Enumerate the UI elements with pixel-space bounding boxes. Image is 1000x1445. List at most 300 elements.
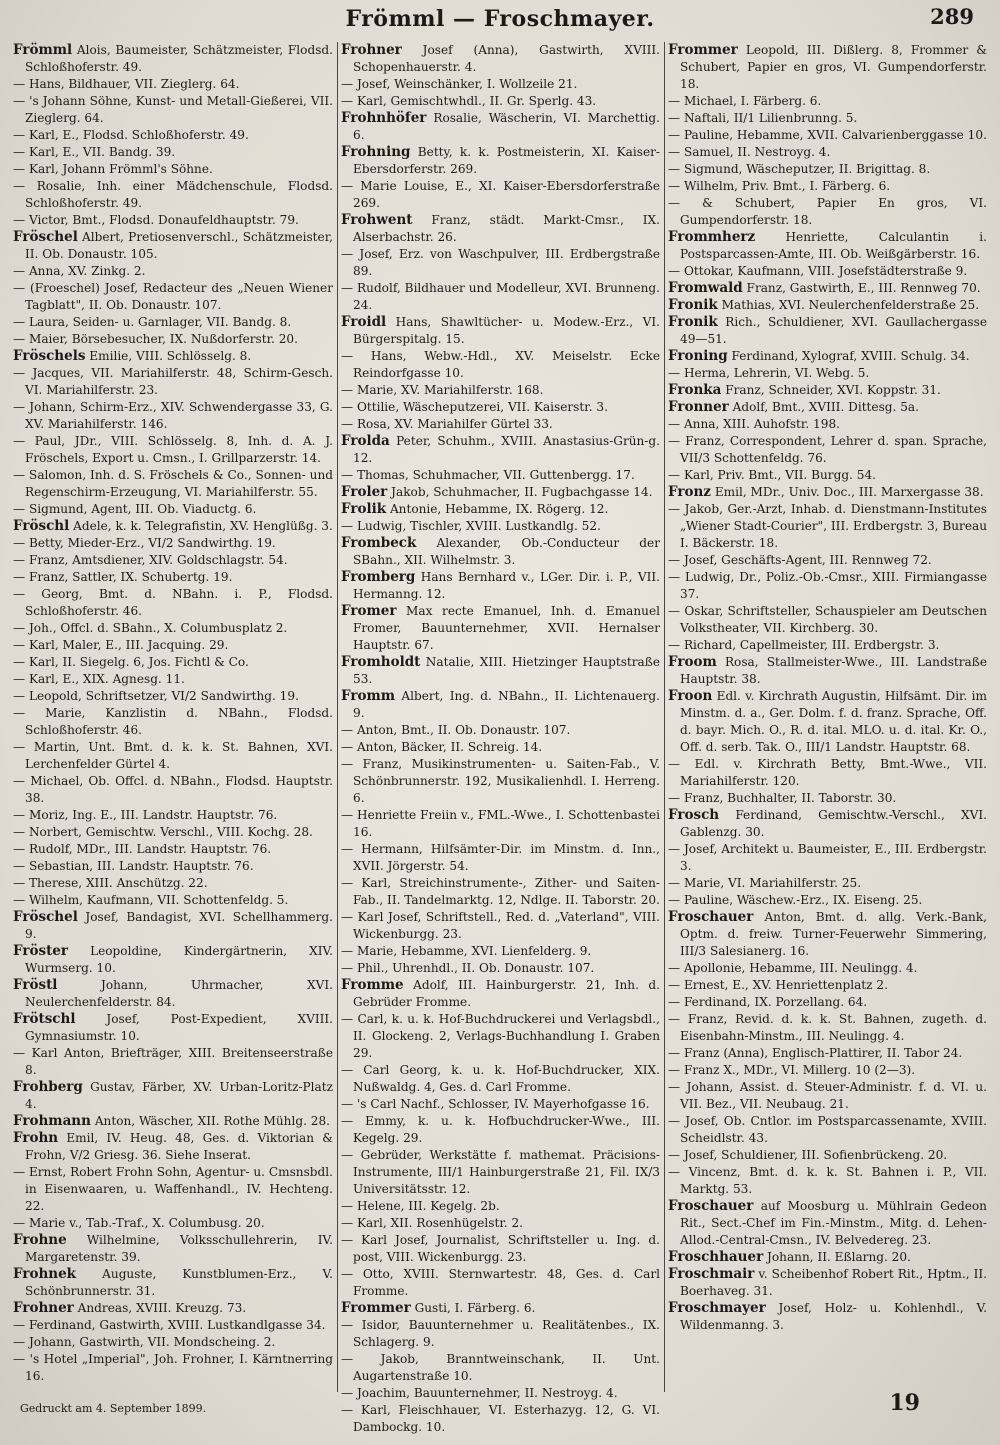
entry-text: — Karl, Gemischtwhdl., II. Gr. Sperlg. 43.: [341, 94, 597, 108]
entry-text: — Paul, JDr., VIII. Schlösselg. 8, Inh. d. A. J. Fröschels, Export u. Cmsn., I. Grillparzerstr. 14.: [13, 434, 333, 465]
entry-text: — Hans, Webw.-Hdl., XV. Meiselstr. Ecke Reindorfgasse 10.: [341, 349, 660, 380]
entry-text: — Michael, Ob. Offcl. d. NBahn., Flodsd. Hauptstr. 38.: [13, 774, 333, 805]
directory-entry: [13, 875, 333, 892]
entry-text: — Franz, Buchhalter, II. Taborstr. 30.: [668, 791, 897, 805]
directory-entry: [668, 144, 987, 161]
entry-text: — Samuel, II. Nestroyg. 4.: [668, 145, 831, 159]
directory-entry: [341, 110, 660, 144]
entry-text: — Ludwig, Tischler, XVIII. Lustkandlg. 52.: [341, 519, 601, 533]
entry-surname: Frommherz: [668, 229, 756, 245]
entry-text: — Otto, XVIII. Sternwartestr. 48, Ges. d. Carl Fromme.: [341, 1267, 660, 1298]
entry-surname: Fromer: [341, 603, 397, 619]
entry-text: Rich., Schuldiener, XVI. Gaullachergasse 49—51.: [680, 315, 987, 346]
entry-text: — Ludwig, Dr., Poliz.-Ob.-Cmsr., XIII. Firmiangasse 37.: [668, 570, 987, 601]
directory-entry: [13, 569, 333, 586]
directory-entry: [668, 1266, 987, 1300]
entry-text: — Franz X., MDr., VI. Millerg. 10 (2—3).: [668, 1063, 916, 1077]
entry-text: Rosa, Stallmeister-Wwe., III. Landstraße Hauptstr. 38.: [680, 655, 987, 686]
entry-surname: Fromholdt: [341, 654, 421, 670]
entry-text: — Herma, Lehrerin, VI. Webg. 5.: [668, 366, 870, 380]
entry-text: Albert, Pretiosenverschl., Schätzmeister, II. Ob. Donaustr. 105.: [25, 230, 333, 261]
entry-surname: Frombeck: [341, 535, 417, 551]
entry-text: — Ferdinand, IX. Porzellang. 64.: [668, 995, 868, 1009]
entry-text: Adele, k. k. Telegrafistin, XV. Henglüßg. 3.: [73, 519, 333, 533]
entry-text: — Anton, Bäcker, II. Schreig. 14.: [341, 740, 543, 754]
directory-entry: [668, 348, 987, 365]
entry-text: Max recte Emanuel, Inh. d. Emanuel Fromer, Bauunternehmer, XVII. Hernalser Hauptstr. 67.: [353, 604, 660, 652]
directory-entry: [13, 42, 333, 76]
column-left: [10, 42, 337, 1392]
directory-entry: [13, 1113, 333, 1130]
entry-surname: Fröschl: [13, 518, 70, 534]
directory-entry: [13, 1232, 333, 1266]
directory-entry: [341, 654, 660, 688]
entry-text: — Apollonie, Hebamme, III. Neulingg. 4.: [668, 961, 918, 975]
entry-text: — Johann, Gastwirth, VII. Mondscheing. 2.: [13, 1335, 276, 1349]
directory-entry: [341, 399, 660, 416]
directory-entry: [668, 1147, 987, 1164]
directory-entry: [668, 501, 987, 552]
entry-text: Emilie, VIII. Schlösselg. 8.: [89, 349, 252, 363]
entry-text: — Johann, Schirm-Erz., XIV. Schwendergasse 33, G. XV. Mariahilferstr. 146.: [13, 400, 333, 431]
directory-entry: [341, 688, 660, 722]
entry-text: — Karl, E., Flodsd. Schloßhoferstr. 49.: [13, 128, 249, 142]
entry-text: — Joachim, Bauunternehmer, II. Nestroyg. 4.: [341, 1386, 618, 1400]
entry-text: — Ottilie, Wäscheputzerei, VII. Kaiserstr. 3.: [341, 400, 608, 414]
entry-text: — Jacques, VII. Mariahilferstr. 48, Schirm-Gesch. VI. Mariahilferstr. 23.: [13, 366, 333, 397]
directory-entry: [668, 42, 987, 93]
entry-text: — Laura, Seiden- u. Garnlager, VII. Bandg. 8.: [13, 315, 292, 329]
entry-text: Josef (Anna), Gastwirth, XVIII. Schopenhauerstr. 4.: [353, 43, 660, 74]
entry-text: — Emmy, k. u. k. Hofbuchdrucker-Wwe., III. Kegelg. 29.: [341, 1114, 660, 1145]
entry-text: — Henriette Freiin v., FML.-Wwe., I. Schottenbastei 16.: [341, 808, 660, 839]
entry-text: Andreas, XVIII. Kreuzg. 73.: [77, 1301, 247, 1315]
entry-text: — Joh., Offcl. d. SBahn., X. Columbusplatz 2.: [13, 621, 288, 635]
directory-entry: [668, 416, 987, 433]
directory-entry: [668, 1164, 987, 1198]
directory-entry: [341, 484, 660, 501]
directory-entry: [341, 382, 660, 399]
entry-text: Betty, k. k. Postmeisterin, XI. Kaiser-Ebersdorferstr. 269.: [353, 145, 660, 176]
entry-text: Rosalie, Wäscherin, VI. Marchettig. 6.: [353, 111, 660, 142]
directory-entry: [13, 76, 333, 93]
entry-surname: Frohnhöfer: [341, 110, 427, 126]
entry-text: Ferdinand, Xylograf, XVIII. Schulg. 34.: [731, 349, 970, 363]
entry-text: — Karl Josef, Schriftstell., Red. d. „Vaterland", VIII. Wickenburgg. 23.: [341, 910, 660, 941]
entry-text: — Jakob, Branntweinschank, II. Unt. Augartenstraße 10.: [341, 1352, 660, 1383]
directory-entry: [13, 212, 333, 229]
directory-entry: [13, 1011, 333, 1045]
directory-entry: [668, 365, 987, 382]
directory-entry: [341, 501, 660, 518]
entry-text: — Karl Anton, Briefträger, XIII. Breitenseerstraße 8.: [13, 1046, 333, 1077]
entry-surname: Fronner: [668, 399, 729, 415]
entry-text: — Sebastian, III. Landstr. Hauptstr. 76.: [13, 859, 254, 873]
directory-entry: [13, 824, 333, 841]
directory-entry: [668, 1045, 987, 1062]
directory-entry: [668, 93, 987, 110]
directory-entry: [13, 977, 333, 1011]
directory-entry: [341, 416, 660, 433]
entry-text: — Karl, Johann Frömml's Söhne.: [13, 162, 213, 176]
entry-surname: Fronik: [668, 297, 718, 313]
directory-entry: [13, 535, 333, 552]
entry-text: Josef, Post-Expedient, XVIII. Gymnasiumstr. 10.: [25, 1012, 333, 1043]
directory-entry: [341, 433, 660, 467]
entry-text: Josef, Bandagist, XVI. Schellhammerg. 9.: [25, 910, 333, 941]
entry-text: — Naftali, II/1 Lilienbrunng. 5.: [668, 111, 858, 125]
directory-entry: [13, 858, 333, 875]
directory-entry: [13, 807, 333, 824]
entry-text: — Wilhelm, Priv. Bmt., I. Färberg. 6.: [668, 179, 891, 193]
entry-text: Peter, Schuhm., XVIII. Anastasius-Grün-g. 12.: [353, 434, 660, 465]
directory-entry: [668, 841, 987, 875]
directory-entry: [341, 178, 660, 212]
directory-entry: [13, 518, 333, 535]
entry-surname: Froschauer: [668, 1198, 754, 1214]
entry-surname: Froschmair: [668, 1266, 755, 1282]
entry-text: Adolf, Bmt., XVIII. Dittesg. 5a.: [732, 400, 919, 414]
entry-text: — Gebrüder, Werkstätte f. mathemat. Präcisions-Instrumente, III/1 Hainburgerstraße 21, Fil. IX/3 Universitätsstr. 12.: [341, 1148, 660, 1196]
directory-entry: [341, 1317, 660, 1351]
entry-text: — Karl, Streichinstrumente-, Zither- und Saiten-Fab., II. Tandelmarktg. 12, Ndlge. II. Taborstr. 20.: [341, 876, 660, 907]
entry-text: — Edl. v. Kirchrath Betty, Bmt.-Wwe., VII. Mariahilferstr. 120.: [668, 757, 987, 788]
directory-entry: [341, 943, 660, 960]
directory-entry: [668, 280, 987, 297]
entry-text: — Karl Josef, Journalist, Schriftsteller u. Ing. d. post, VIII. Wickenburgg. 23.: [341, 1233, 660, 1264]
entry-text: — Franz, Sattler, IX. Schubertg. 19.: [13, 570, 233, 584]
directory-entry: [13, 773, 333, 807]
directory-entry: [341, 467, 660, 484]
directory-entry: [341, 280, 660, 314]
entry-text: — Hans, Bildhauer, VII. Zieglerg. 64.: [13, 77, 240, 91]
directory-entry: [13, 348, 333, 365]
directory-entry: [341, 739, 660, 756]
directory-entry: [13, 552, 333, 569]
directory-entry: [668, 1079, 987, 1113]
entry-text: — Betty, Mieder-Erz., VI/2 Sandwirthg. 19.: [13, 536, 276, 550]
entry-surname: Froon: [668, 688, 713, 704]
entry-text: — Marie Louise, E., XI. Kaiser-Ebersdorferstraße 269.: [341, 179, 660, 210]
directory-entry: [13, 909, 333, 943]
directory-entry: [341, 76, 660, 93]
entry-text: — 's Johann Söhne, Kunst- und Metall-Gießerei, VII. Zieglerg. 64.: [13, 94, 333, 125]
entry-text: — Karl, XII. Rosenhügelstr. 2.: [341, 1216, 524, 1230]
directory-entry: [668, 161, 987, 178]
entry-surname: Frohning: [341, 144, 411, 160]
directory-entry: [668, 399, 987, 416]
entry-surname: Froschmayer: [668, 1300, 766, 1316]
entry-text: — Georg, Bmt. d. NBahn. i. P., Flodsd. Schloßhoferstr. 46.: [13, 587, 333, 618]
directory-entry: [341, 1266, 660, 1300]
entry-surname: Fronik: [668, 314, 718, 330]
entry-surname: Frommer: [668, 42, 738, 58]
entry-surname: Frohner: [13, 1300, 74, 1316]
directory-entry: [341, 1351, 660, 1385]
sheet-number: 19: [889, 1390, 920, 1416]
directory-entry: [668, 756, 987, 790]
directory-entry: [13, 1334, 333, 1351]
directory-entry: [668, 314, 987, 348]
directory-entry: [341, 875, 660, 909]
entry-text: — Karl, E., VII. Bandg. 39.: [13, 145, 176, 159]
entry-text: — Isidor, Bauunternehmer u. Realitätenbes., IX. Schlagerg. 9.: [341, 1318, 660, 1349]
entry-text: — Karl, Maler, E., III. Jacquing. 29.: [13, 638, 229, 652]
column-right: [664, 42, 991, 1392]
entry-text: Wilhelmine, Volksschullehrerin, IV. Margaretenstr. 39.: [25, 1233, 333, 1264]
directory-entry: [668, 892, 987, 909]
entry-text: — Maier, Börsebesucher, IX. Nußdorferstr. 20.: [13, 332, 298, 346]
directory-entry: [341, 1385, 660, 1402]
directory-entry: [13, 1079, 333, 1113]
directory-entry: [341, 144, 660, 178]
entry-text: Anton, Bmt. d. allg. Verk.-Bank, Optm. d. freiw. Turner-Feuerwehr Simmering, III/3 Salesianerg. 16.: [680, 910, 987, 958]
page-header: [0, 4, 1000, 38]
directory-entry: [668, 484, 987, 501]
entry-surname: Froning: [668, 348, 728, 364]
directory-entry: [13, 331, 333, 348]
entry-surname: Froidl: [341, 314, 387, 330]
entry-text: Auguste, Kunstblumen-Erz., V. Schönbrunnerstr. 31.: [25, 1267, 333, 1298]
directory-entry: [341, 1215, 660, 1232]
entry-text: — Marie, Hebamme, XVI. Lienfelderg. 9.: [341, 944, 592, 958]
directory-entry: [668, 195, 987, 229]
entry-text: Edl. v. Kirchrath Augustin, Hilfsämt. Dir. im Minstm. d. a., Ger. Dolm. f. d. franz. Sprache, Off. d. bayr. Mich. O., R. d. ital. MLO. u. d. ital. Kr. O., Off. d. serb. Tak. O., III/1 Landstr. Hauptstr. 68.: [680, 689, 987, 754]
directory-entry: [668, 977, 987, 994]
entry-text: Gustav, Färber, XV. Urban-Loritz-Platz 4.: [25, 1080, 333, 1111]
entry-surname: Fromm: [341, 688, 396, 704]
directory-entry: [13, 586, 333, 620]
entry-surname: Frohn: [13, 1130, 59, 1146]
directory-entry: [13, 467, 333, 501]
entry-text: — Richard, Capellmeister, III. Erdbergstr. 3.: [668, 638, 940, 652]
directory-entry: [341, 756, 660, 807]
directory-entry: [13, 399, 333, 433]
directory-entry: [13, 654, 333, 671]
entry-text: — Helene, III. Kegelg. 2b.: [341, 1199, 500, 1213]
entry-text: — 's Hotel „Imperial", Joh. Frohner, I. Kärntnerring 16.: [13, 1352, 333, 1383]
directory-entry: [668, 467, 987, 484]
directory-entry: [341, 246, 660, 280]
entry-surname: Fröschel: [13, 229, 78, 245]
entry-text: — Vincenz, Bmt. d. k. k. St. Bahnen i. P., VII. Marktg. 53.: [668, 1165, 987, 1196]
entry-text: — Phil., Uhrenhdl., II. Ob. Donaustr. 107.: [341, 961, 595, 975]
entry-text: — Oskar, Schriftsteller, Schauspieler am Deutschen Volkstheater, VII. Kirchberg. 30.: [668, 604, 987, 635]
entry-text: Gusti, I. Färberg. 6.: [414, 1301, 536, 1315]
directory-entry: [13, 892, 333, 909]
directory-entry: [668, 263, 987, 280]
entry-text: — Jakob, Ger.-Arzt, Inhab. d. Dienstmann-Institutes „Wiener Stadt-Courier", III. Erdbergstr. 3, Bureau I. Bäckerstr. 18.: [668, 502, 987, 550]
directory-entry: [668, 603, 987, 637]
directory-entry: [668, 127, 987, 144]
directory-entry: [341, 93, 660, 110]
entry-surname: Frohnek: [13, 1266, 77, 1282]
entry-surname: Froom: [668, 654, 717, 670]
entry-text: — Pauline, Wäschew.-Erz., IX. Eiseng. 25.: [668, 893, 923, 907]
entry-text: — Josef, Schuldiener, III. Sofienbrückeng. 20.: [668, 1148, 948, 1162]
entry-text: — Rudolf, MDr., III. Landstr. Hauptstr. 76.: [13, 842, 272, 856]
entry-text: — Karl, II. Siegelg. 6, Jos. Fichtl & Co.: [13, 655, 249, 669]
directory-entry: [341, 1300, 660, 1317]
entry-text: auf Moosburg u. Mühlrain Gedeon Rit., Sect.-Chef im Fin.-Minstm., Mitg. d. Lehen-Allod.-Central-Cmsn., IV. Belvedereg. 23.: [680, 1199, 987, 1247]
directory-entry: [668, 1249, 987, 1266]
entry-text: — Marie, Kanzlistin d. NBahn., Flodsd. Schloßhoferstr. 46.: [13, 706, 333, 737]
directory-entry: [13, 688, 333, 705]
entry-text: — Josef, Erz. von Waschpulver, III. Erdbergstraße 89.: [341, 247, 660, 278]
directory-entry: [13, 1300, 333, 1317]
entry-text: — & Schubert, Papier En gros, VI. Gumpendorferstr. 18.: [668, 196, 987, 227]
directory-entry: [13, 1045, 333, 1079]
entry-text: Emil, MDr., Univ. Doc., III. Marxergasse 38.: [714, 485, 984, 499]
entry-surname: Fröster: [13, 943, 69, 959]
entry-text: v. Scheibenhof Robert Rit., Hptm., II. Boerhaveg. 31.: [680, 1267, 987, 1298]
entry-text: — Michael, I. Färberg. 6.: [668, 94, 822, 108]
entry-text: — Ottokar, Kaufmann, VIII. Josefstädterstraße 9.: [668, 264, 968, 278]
entry-surname: Frohwent: [341, 212, 413, 228]
directory-entry: [13, 1266, 333, 1300]
directory-entry: [668, 909, 987, 960]
entry-surname: Fromberg: [341, 569, 416, 585]
directory-entry: [13, 161, 333, 178]
entry-text: — Carl Georg, k. u. k. Hof-Buchdrucker, XIX. Nußwaldg. 4, Ges. d. Carl Fromme.: [341, 1063, 660, 1094]
entry-text: Adolf, III. Hainburgerstr. 21, Inh. d. Gebrüder Fromme.: [353, 978, 660, 1009]
entry-text: Natalie, XIII. Hietzinger Hauptstraße 53.: [353, 655, 660, 686]
directory-entry: [13, 280, 333, 314]
entry-surname: Frohne: [13, 1232, 67, 1248]
entry-text: — Anna, XIII. Auhofstr. 198.: [668, 417, 840, 431]
directory-entry: [13, 1164, 333, 1215]
entry-text: — Karl, E., XIX. Agnesg. 11.: [13, 672, 185, 686]
directory-entry: [341, 348, 660, 382]
entry-text: — Rosalie, Inh. einer Mädchenschule, Flodsd. Schloßhoferstr. 49.: [13, 179, 333, 210]
entry-surname: Frohmann: [13, 1113, 91, 1129]
directory-entry: [13, 433, 333, 467]
directory-entry: [668, 569, 987, 603]
entry-text: Alexander, Ob.-Conducteur der SBahn., XII. Wilhelmstr. 3.: [353, 536, 660, 567]
entry-text: — Hermann, Hilfsämter-Dir. im Minstm. d. Inn., XVII. Jörgerstr. 54.: [341, 842, 660, 873]
directory-entry: [341, 603, 660, 654]
entry-text: — Ferdinand, Gastwirth, XVIII. Lustkandlgasse 34.: [13, 1318, 326, 1332]
entry-text: Josef, Holz- u. Kohlenhdl., V. Wildenmanng. 3.: [680, 1301, 987, 1332]
entry-text: Anton, Wäscher, XII. Rothe Mühlg. 28.: [94, 1114, 330, 1128]
directory-entry: [341, 841, 660, 875]
entry-text: Jakob, Schuhmacher, II. Fugbachgasse 14.: [391, 485, 653, 499]
entry-text: — Thomas, Schuhmacher, VII. Guttenbergg. 17.: [341, 468, 635, 482]
entry-text: — Leopold, Schriftsetzer, VI/2 Sandwirthg. 19.: [13, 689, 299, 703]
directory-entry: [341, 722, 660, 739]
entry-text: — Franz, Revid. d. k. k. St. Bahnen, zugeth. d. Eisenbahn-Minstm., III. Neulingg. 4.: [668, 1012, 987, 1043]
entry-text: Hans, Shawltücher- u. Modew.-Erz., VI. Bürgerspitalg. 15.: [353, 315, 660, 346]
entry-surname: Fröstl: [13, 977, 58, 993]
directory-entry: [668, 1011, 987, 1045]
directory-entry: [13, 127, 333, 144]
entry-text: — Franz, Correspondent, Lehrer d. span. Sprache, VII/3 Schottenfeldg. 76.: [668, 434, 987, 465]
entry-text: — Franz, Amtsdiener, XIV. Goldschlagstr. 54.: [13, 553, 288, 567]
directory-entry: [668, 790, 987, 807]
directory-entry: [341, 314, 660, 348]
column-middle: [337, 42, 664, 1434]
entry-surname: Froschhauer: [668, 1249, 764, 1265]
entry-text: — Rudolf, Bildhauer und Modelleur, XVI. Brunneng. 24.: [341, 281, 660, 312]
entry-text: — Karl, Fleischhauer, VI. Esterhazyg. 12, G. VI. Dambockg. 10.: [341, 1403, 660, 1434]
directory-entry: [341, 212, 660, 246]
entry-text: — Karl, Priv. Bmt., VII. Burgg. 54.: [668, 468, 876, 482]
entry-surname: Frötschl: [13, 1011, 76, 1027]
entry-text: Johann, II. Eßlarng. 20.: [767, 1250, 911, 1264]
entry-surname: Fromme: [341, 977, 404, 993]
directory-entry: [341, 518, 660, 535]
directory-entry: [341, 1232, 660, 1266]
directory-entry: [668, 994, 987, 1011]
directory-entry: [13, 739, 333, 773]
entry-surname: Frohner: [341, 42, 402, 58]
directory-entry: [341, 1113, 660, 1147]
entry-text: Leopoldine, Kindergärtnerin, XIV. Wurmserg. 10.: [25, 944, 333, 975]
directory-entry: [13, 637, 333, 654]
entry-text: — Ernest, E., XV. Henriettenplatz 2.: [668, 978, 888, 992]
directory-entry: [668, 229, 987, 263]
entry-surname: Frohberg: [13, 1079, 83, 1095]
directory-entry: [668, 1113, 987, 1147]
directory-entry: [341, 569, 660, 603]
entry-surname: Froler: [341, 484, 388, 500]
entry-text: — Josef, Architekt u. Baumeister, E., III. Erdbergstr. 3.: [668, 842, 987, 873]
entry-surname: Frolik: [341, 501, 387, 517]
directory-entry: [668, 807, 987, 841]
entry-surname: Fröschel: [13, 909, 78, 925]
entry-text: — Rosa, XV. Mariahilfer Gürtel 33.: [341, 417, 553, 431]
directory-entry: [341, 909, 660, 943]
print-date: Gedruckt am 4. September 1899.: [20, 1402, 207, 1415]
directory-entry: [13, 1130, 333, 1164]
directory-entry: [668, 382, 987, 399]
directory-entry: [13, 1215, 333, 1232]
directory-entry: [341, 977, 660, 1011]
directory-entry: [668, 654, 987, 688]
entry-text: — 's Carl Nachf., Schlosser, IV. Mayerhofgasse 16.: [341, 1097, 650, 1111]
entry-surname: Frommer: [341, 1300, 411, 1316]
entry-text: — Josef, Geschäfts-Agent, III. Rennweg 72.: [668, 553, 932, 567]
directory-entry: [13, 144, 333, 161]
entry-text: Mathias, XVI. Neulerchenfelderstraße 25.: [721, 298, 980, 312]
entry-text: Ferdinand, Gemischtw.-Verschl., XVI. Gablenzg. 30.: [680, 808, 987, 839]
directory-entry: [668, 433, 987, 467]
entry-text: Franz, Gastwirth, E., III. Rennweg 70.: [746, 281, 981, 295]
page-number: 289: [930, 4, 974, 29]
directory-entry: [668, 110, 987, 127]
directory-entry: [13, 841, 333, 858]
entry-surname: Frolda: [341, 433, 390, 449]
directory-entry: [668, 875, 987, 892]
directory-entry: [13, 178, 333, 212]
directory-entry: [668, 178, 987, 195]
directory-entry: [13, 1351, 333, 1385]
entry-text: — Sigmund, Agent, III. Ob. Viaductg. 6.: [13, 502, 257, 516]
directory-entry: [668, 960, 987, 977]
directory-entry: [13, 314, 333, 331]
entry-text: — Martin, Unt. Bmt. d. k. k. St. Bahnen, XVI. Lerchenfelder Gürtel 4.: [13, 740, 333, 771]
directory-entry: [341, 1011, 660, 1062]
entry-text: — Johann, Assist. d. Steuer-Administr. f. d. VI. u. VII. Bez., VII. Neubaug. 21.: [668, 1080, 987, 1111]
directory-entry: [13, 93, 333, 127]
directory-entry: [341, 1198, 660, 1215]
directory-entry: [341, 1147, 660, 1198]
directory-entry: [668, 297, 987, 314]
entry-text: — Pauline, Hebamme, XVII. Calvarienberggasse 10.: [668, 128, 987, 142]
directory-entry: [668, 552, 987, 569]
entry-text: Hans Bernhard v., LGer. Dir. i. P., VII. Hermanng. 12.: [353, 570, 660, 601]
entry-surname: Froschauer: [668, 909, 754, 925]
